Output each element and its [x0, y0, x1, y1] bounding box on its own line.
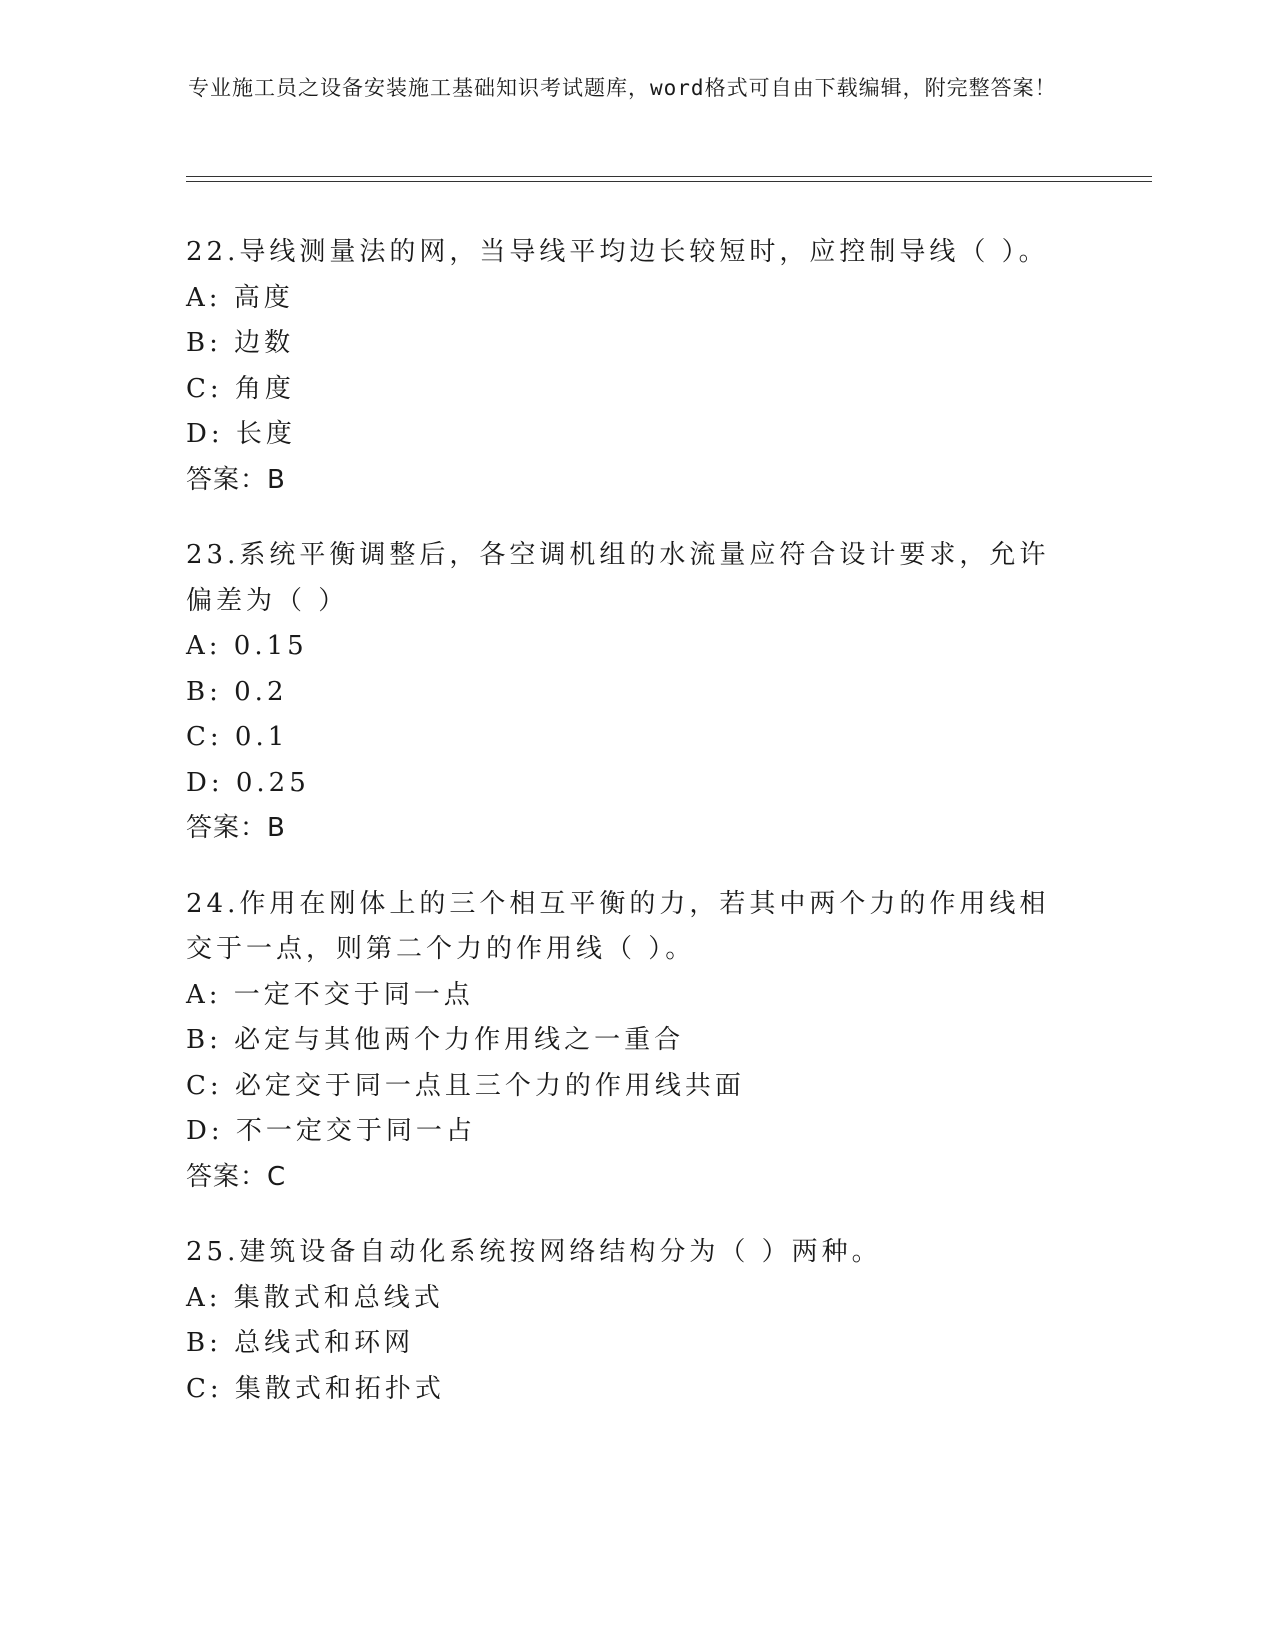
question-list — [186, 230, 1086, 1442]
document-header: 专业施工员之设备安装施工基础知识考试题库，word格式可自由下载编辑，附完整答案！ — [188, 76, 1057, 100]
answer: 答案：C — [186, 1161, 287, 1192]
answer: 答案：B — [186, 464, 286, 495]
option-a: A: 一定不交于同一点 — [186, 979, 474, 1010]
header-divider-top — [186, 176, 1152, 177]
option-c: C: 0.1 — [186, 722, 289, 752]
question-25 — [186, 1230, 1086, 1412]
option-a: A: 0.15 — [186, 631, 308, 661]
option-b: B: 必定与其他两个力作用线之一重合 — [186, 1025, 685, 1055]
option-b: B: 0.2 — [186, 676, 288, 707]
option-c: C: 角度 — [186, 373, 295, 404]
option-a: A: 集散式和总线式 — [186, 1282, 444, 1313]
question-23 — [186, 533, 1086, 852]
answer: 答案：B — [186, 813, 286, 843]
question-stem: 24.作用在刚体上的三个相互平衡的力，若其中两个力的作用线相交于一点，则第二个力的作用线（ ）。 — [186, 888, 1050, 964]
question-stem: 23.系统平衡调整后，各空调机组的水流量应符合设计要求，允许偏差为（ ） — [186, 540, 1050, 616]
option-a: A: 高度 — [186, 282, 294, 313]
question-22 — [186, 230, 1086, 503]
option-d: D: 长度 — [186, 419, 296, 449]
option-c: C: 集散式和拓扑式 — [186, 1373, 445, 1404]
question-stem: 22.导线测量法的网，当导线平均边长较短时，应控制导线（ ）。 — [186, 237, 1049, 267]
option-b: B: 边数 — [186, 328, 295, 358]
header-divider-bottom — [186, 181, 1152, 182]
question-24 — [186, 882, 1086, 1201]
option-c: C: 必定交于同一点且三个力的作用线共面 — [186, 1070, 745, 1101]
option-b: B: 总线式和环网 — [186, 1328, 415, 1358]
option-d: D: 0.25 — [186, 767, 310, 798]
question-stem: 25.建筑设备自动化系统按网络结构分为（ ）两种。 — [186, 1237, 882, 1267]
option-d: D: 不一定交于同一占 — [186, 1116, 476, 1146]
